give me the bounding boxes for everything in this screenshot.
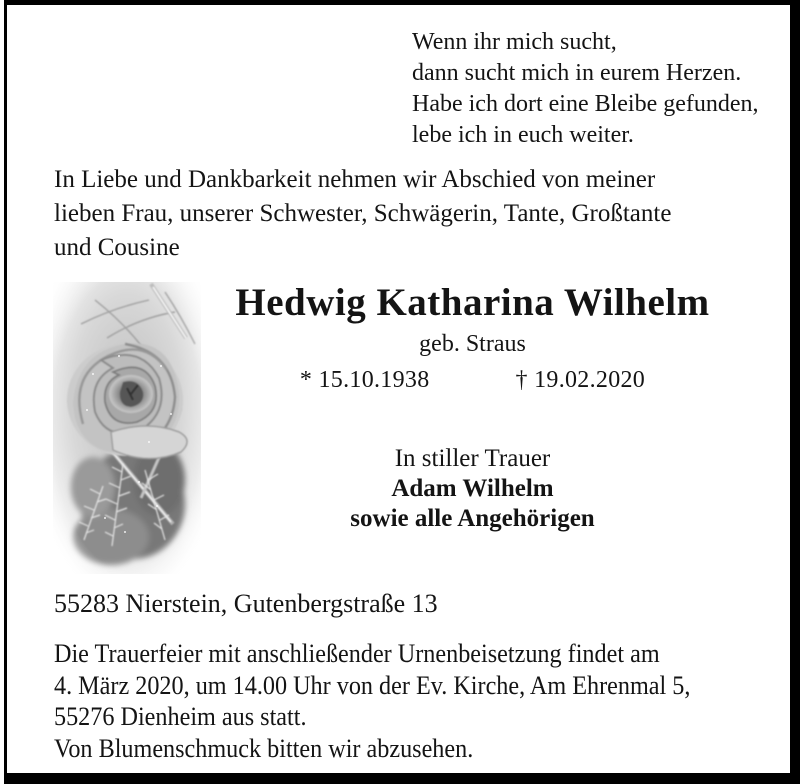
life-dates — [145, 367, 800, 394]
birth-date: * 15.10.1938 — [299, 367, 430, 393]
funeral-line: 4. März 2020, um 14.00 Uhr von der Ev. Kirche, Am Ehrenmal 5, — [54, 670, 691, 700]
intro-line: und Cousine — [54, 234, 180, 261]
death-date: † 19.02.2020 — [515, 367, 646, 393]
poem-line: lebe ich in euch weiter. — [412, 122, 634, 148]
flowers-note: Von Blumenschmuck bitten wir abzusehen. — [54, 733, 474, 763]
address: 55283 Nierstein, Gutenbergstraße 13 — [54, 589, 438, 618]
poem-line: dann sucht mich in eurem Herzen. — [412, 60, 742, 86]
poem — [412, 27, 759, 151]
maiden-name: geb. Straus — [419, 331, 526, 357]
deceased-name: Hedwig Katharina Wilhelm — [235, 281, 710, 324]
deceased-block — [145, 280, 800, 394]
funeral-line: 55276 Dienheim aus statt. — [54, 702, 307, 731]
poem-line: Habe ich dort eine Bleibe gefunden, — [412, 91, 759, 117]
mourners-heading: In stiller Trauer — [394, 445, 551, 472]
mourners-block — [145, 444, 800, 534]
poem-line: Wenn ihr mich sucht, — [412, 29, 617, 55]
funeral-info — [54, 638, 690, 764]
mourners-relatives: sowie alle Angehörigen — [350, 505, 595, 532]
intro-line: lieben Frau, unserer Schwester, Schwägerin, Tante, Großtante — [54, 200, 672, 227]
intro-text — [54, 163, 671, 265]
mourner-name: Adam Wilhelm — [391, 475, 554, 502]
funeral-line: Die Trauerfeier mit anschließender Urnenbeisetzung findet am — [54, 639, 660, 668]
intro-line: In Liebe und Dankbarkeit nehmen wir Abschied von meiner — [54, 166, 656, 193]
